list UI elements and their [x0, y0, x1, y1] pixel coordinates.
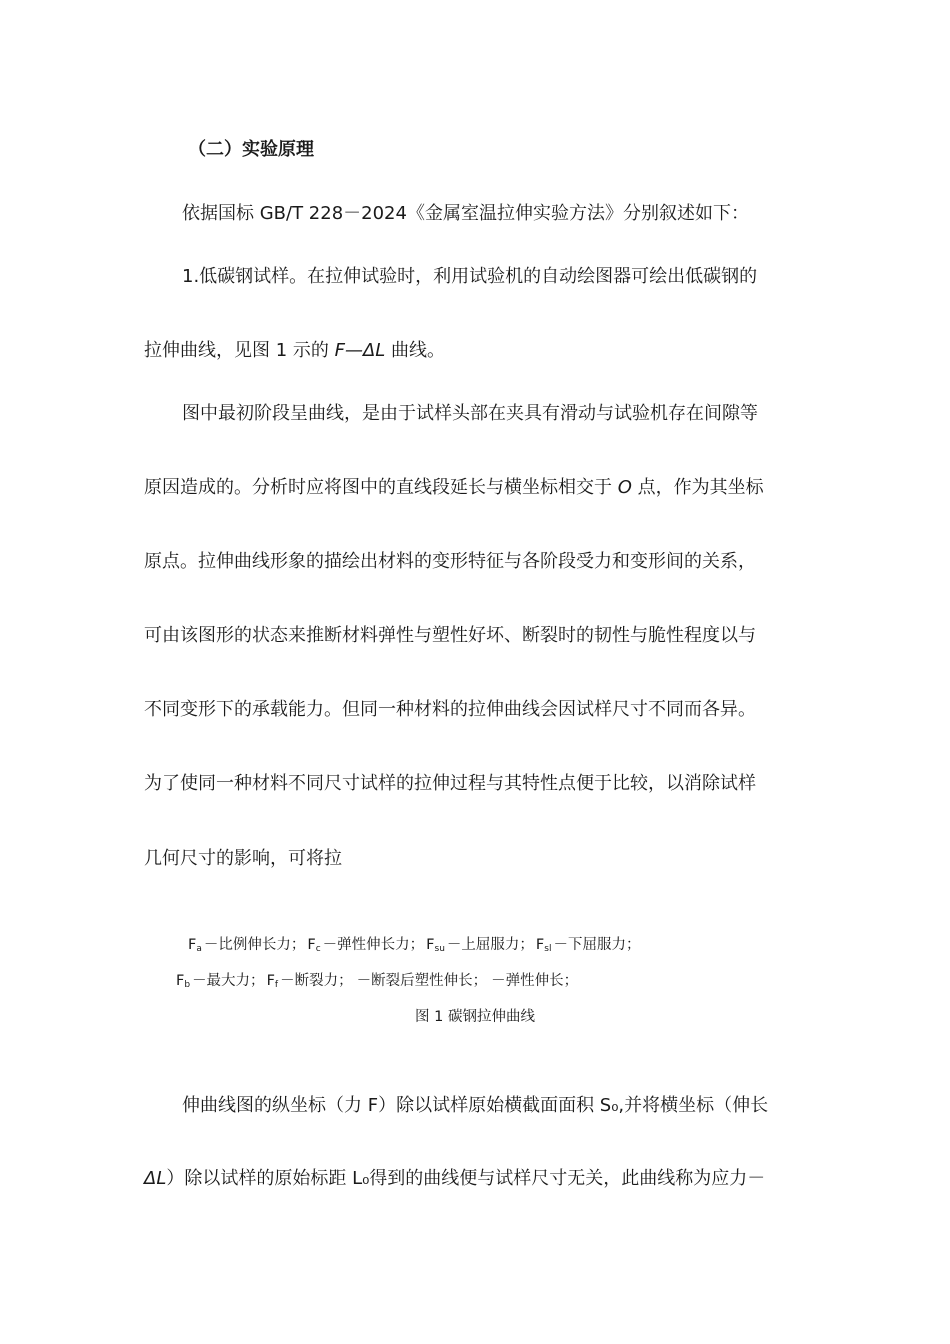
paragraph-curve-line3: 原点。拉伸曲线形象的描绘出材料的变形特征与各阶段受力和变形间的关系， [144, 551, 756, 572]
paragraph-low-carbon-line2 [144, 338, 445, 364]
paragraph-curve-line6: 为了使同一种材料不同尺寸试样的拉伸过程与其特性点便于比较，以消除试样 [144, 773, 756, 794]
figure-legend-row2 [176, 971, 580, 995]
formula-f-delta-l: F—ΔL [334, 340, 386, 361]
figure-legend-row1 [188, 935, 642, 959]
paragraph-curve-line7: 几何尺寸的影响，可将拉 [144, 848, 342, 869]
origin-symbol: O [617, 477, 632, 498]
delta-l-symbol: ΔL [144, 1168, 167, 1189]
paragraph-curve-line2 [144, 475, 764, 501]
legend-item-elastic-elongation: －弹性伸长； [491, 973, 579, 989]
paragraph-stress-line1: 伸曲线图的纵坐标（力 F）除以试样原始横截面面积 S₀,并将横坐标（伸长 [182, 1095, 769, 1116]
paragraph-curve-line1: 图中最初阶段呈曲线，是由于试样头部在夹具有滑动与试验机存在间隙等 [182, 403, 758, 424]
text-segment: 拉伸曲线，见图 1 示的 [144, 340, 335, 361]
legend-item-fsl: $F_{sl}$ －下屈服力； [535, 937, 641, 954]
text-segment: 曲线。 [385, 340, 446, 361]
legend-item-fa: $F_a$ －比例伸长力； [188, 937, 306, 954]
section-heading: （二）实验原理 [188, 139, 314, 160]
text-segment: 原因造成的。分析时应将图中的直线段延长与横坐标相交于 [144, 477, 618, 498]
paragraph-low-carbon-line1: 1.低碳钢试样。在拉伸试验时，利用试验机的自动绘图器可绘出低碳钢的 [182, 266, 758, 287]
legend-item-plastic-elongation: －断裂后塑性伸长； [356, 973, 488, 989]
legend-item-fc: $F_c$ －弹性伸长力； [307, 937, 425, 954]
paragraph-standard-reference: 依据国标 GB/T 228－2024《金属室温拉伸实验方法》分别叙述如下： [182, 203, 749, 224]
paragraph-stress-line2 [144, 1166, 765, 1192]
paragraph-curve-line4: 可由该图形的状态来推断材料弹性与塑性好坏、断裂时的韧性与脆性程度以与 [144, 625, 756, 646]
legend-item-fsu: $F_{su}$ －上屈服力； [426, 937, 534, 954]
text-segment: ）除以试样的原始标距 L₀得到的曲线便与试样尺寸无关，此曲线称为应力－ [166, 1168, 766, 1189]
figure-caption: 图 1 碳钢拉伸曲线 [415, 1009, 535, 1025]
legend-item-fb: $F_b$ －最大力； [176, 973, 265, 990]
paragraph-curve-line5: 不同变形下的承载能力。但同一种材料的拉伸曲线会因试样尺寸不同而各异。 [144, 699, 756, 720]
text-segment: 点，作为其坐标 [631, 477, 764, 498]
legend-item-ff: $F_f$ －断裂力； [266, 973, 353, 990]
